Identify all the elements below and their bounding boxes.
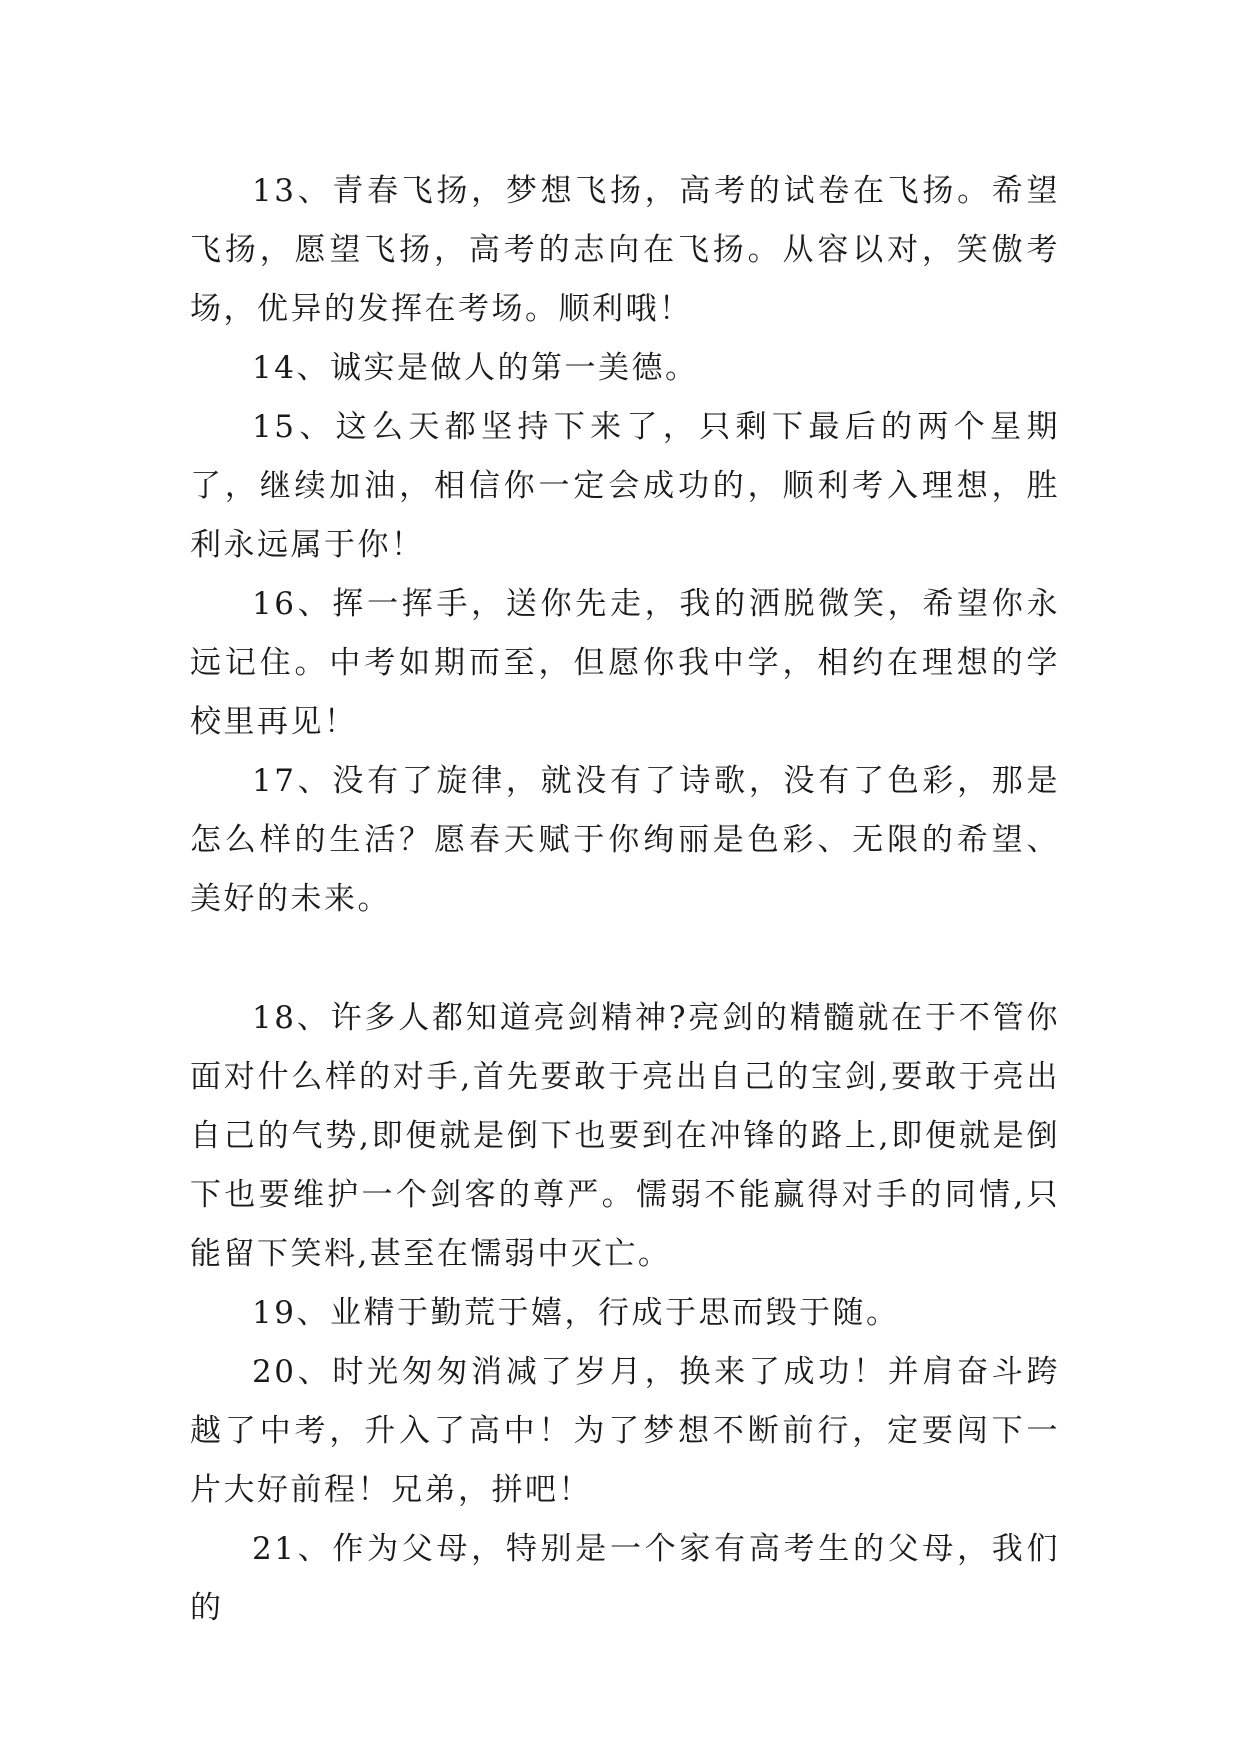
paragraph-14: 14、诚实是做人的第一美德。: [252, 350, 699, 386]
paragraph-gap: [190, 929, 1060, 989]
paragraph-17: 17、没有了旋律，就没有了诗歌，没有了色彩，那是怎么样的生活？愿春天赋于你绚丽是色彩、无限的希望、美好的未来。: [190, 763, 1060, 917]
paragraph-13: 13、青春飞扬，梦想飞扬，高考的试卷在飞扬。希望飞扬，愿望飞扬，高考的志向在飞扬。从容以对，笑傲考场，优异的发挥在考场。顺利哦！: [190, 173, 1060, 327]
paragraph-16: 16、挥一挥手，送你先走，我的洒脱微笑，希望你永远记住。中考如期而至，但愿你我中学，相约在理想的学校里再见！: [190, 586, 1060, 740]
paragraph-21: 21、作为父母，特别是一个家有高考生的父母，我们的: [190, 1531, 1060, 1626]
document-body: [190, 162, 1060, 1638]
paragraph-19: 19、业精于勤荒于嬉，行成于思而毁于随。: [252, 1295, 900, 1331]
paragraph-15: 15、这么天都坚持下来了，只剩下最后的两个星期了，继续加油，相信你一定会成功的，顺利考入理想，胜利永远属于你！: [190, 409, 1060, 563]
paragraph-18: 18、许多人都知道亮剑精神?亮剑的精髓就在于不管你面对什么样的对手,首先要敢于亮出自己的宝剑,要敢于亮出自己的气势,即便就是倒下也要到在冲锋的路上,即便就是倒下也要维护一个剑客的尊严。懦弱不能赢得对手的同情,只能留下笑料,甚至在懦弱中灭亡。: [190, 1000, 1060, 1272]
paragraph-20: 20、时光匆匆消减了岁月，换来了成功！并肩奋斗跨越了中考，升入了高中！为了梦想不断前行，定要闯下一片大好前程！兄弟，拼吧！: [190, 1354, 1060, 1508]
